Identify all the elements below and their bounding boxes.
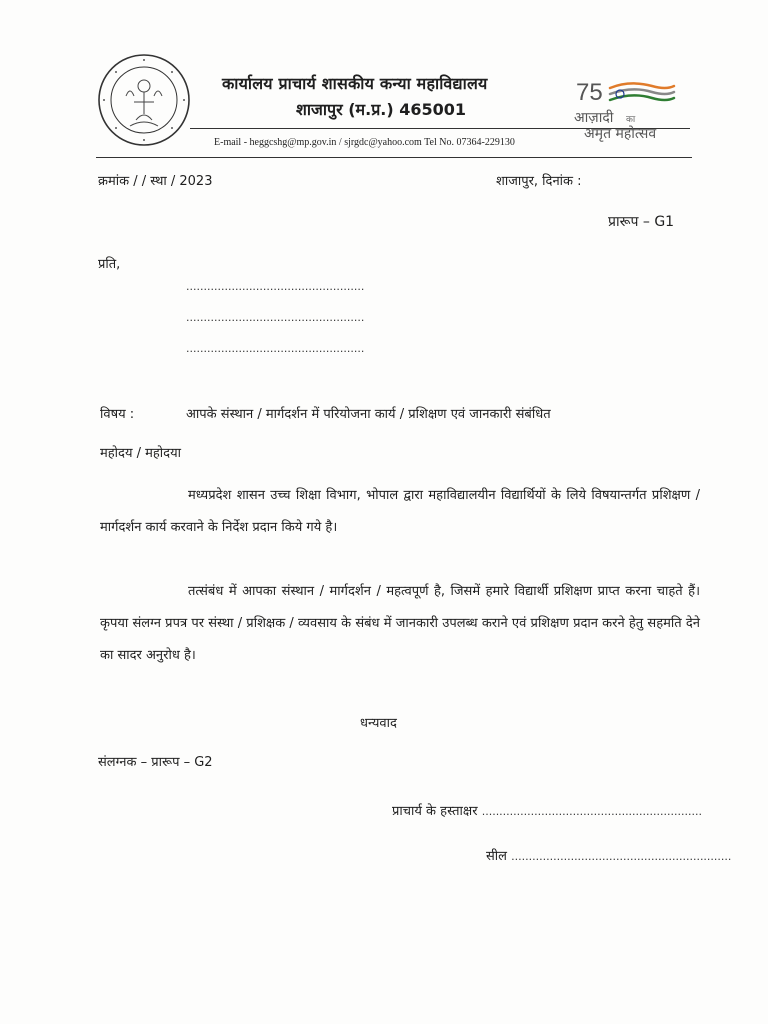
body-paragraph-2 xyxy=(100,576,700,672)
enclosure-label: संलग्नक – प्रारूप – G2 xyxy=(98,755,213,770)
logo-text-small: का xyxy=(626,115,636,125)
paragraph-1-text: मध्यप्रदेश शासन उच्च शिक्षा विभाग, भोपाल द्वारा महाविद्यालयीन विद्यार्थियों के लिये विषयान्तर्गत प्रशिक्षण / मार्गदर्शन कार्य करवाने के निर्देश प्रदान किये गये है। xyxy=(100,488,700,535)
logo-number: 75 xyxy=(576,79,603,106)
body-paragraph-1 xyxy=(100,480,700,544)
signature-fill: ............................................................... xyxy=(481,805,702,818)
format-label: प्रारूप – G1 xyxy=(608,214,675,230)
recipient-label: प्रति, xyxy=(98,257,121,272)
closing-thanks: धन्यवाद xyxy=(360,716,397,731)
recipient-line-2: ................................................... xyxy=(186,311,365,324)
seal-fill: ............................................................... xyxy=(511,850,732,863)
place-date: शाजापुर, दिनांक : xyxy=(496,174,582,189)
seal-label: सील xyxy=(486,849,507,864)
azadi-amrit-mahotsav-logo xyxy=(570,78,686,142)
reference-number: क्रमांक / / स्था / 2023 xyxy=(98,174,213,189)
principal-signature-line xyxy=(392,801,702,819)
signature-label: प्राचार्य के हस्ताक्षर xyxy=(392,804,478,819)
college-seal-logo xyxy=(96,52,192,148)
recipient-line-1: ................................................... xyxy=(186,280,365,293)
recipient-line-3: ................................................... xyxy=(186,342,365,355)
letterhead-divider xyxy=(96,157,692,158)
office-name-heading: कार्यालय प्राचार्य शासकीय कन्या महाविद्यालय xyxy=(222,74,488,93)
seal-line xyxy=(486,846,731,864)
subject-label: विषय : xyxy=(100,407,135,422)
paragraph-2-text: तत्संबंध में आपका संस्थान / मार्गदर्शन / महत्वपूर्ण है, जिसमें हमारे विद्यार्थी प्रशिक्षण प्राप्त करना चाहते हैं। कृपया संलग्न प्रपत्र पर संस्था / प्रशिक्षक / व्यवसाय के संबंध में जानकारी उपलब्ध कराने एवं प्रशिक्षण प्रदान करने हेतु सहमति देने का सादर अनुरोध है। xyxy=(100,584,700,663)
office-address: शाजापुर (म.प्र.) 465001 xyxy=(296,100,467,119)
logo-text-line2: अमृत महोत्सव xyxy=(584,126,657,142)
salutation: महोदय / महोदया xyxy=(100,446,181,461)
subject-text: आपके संस्थान / मार्गदर्शन में परियोजना कार्य / प्रशिक्षण एवं जानकारी संबंधित xyxy=(186,407,551,422)
contact-line: E-mail - heggcshg@mp.gov.in / sjrgdc@yahoo.com Tel No. 07364-229130 xyxy=(214,137,515,148)
logo-text-line1: आज़ादी xyxy=(574,110,614,126)
